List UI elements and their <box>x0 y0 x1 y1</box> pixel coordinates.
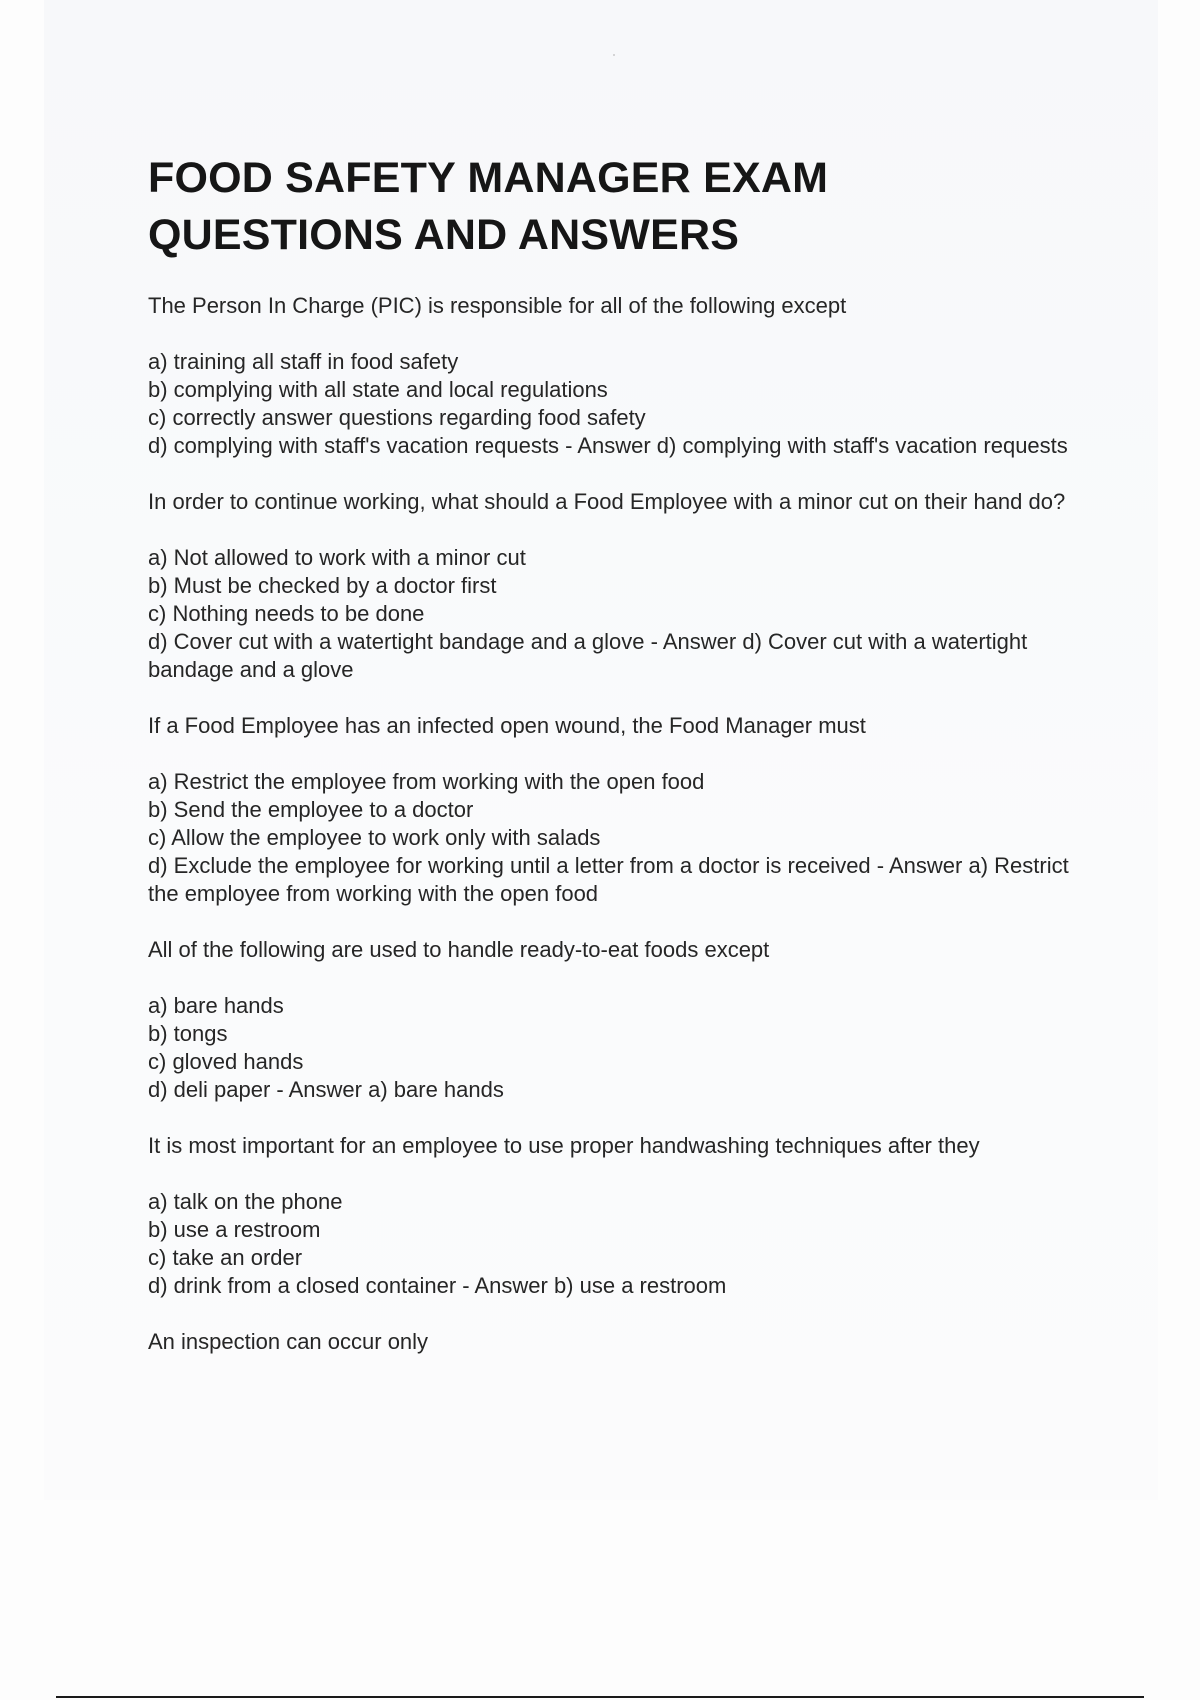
option-a: a) training all staff in food safety <box>148 349 459 374</box>
question-block-3 <box>148 712 1078 908</box>
option-c: c) take an order <box>148 1245 303 1270</box>
option-a: a) Not allowed to work with a minor cut <box>148 545 526 570</box>
option-a: a) Restrict the employee from working with the open food <box>148 769 705 794</box>
answer-options <box>148 544 1078 684</box>
option-b: b) use a restroom <box>148 1217 321 1242</box>
document-title <box>148 150 1078 264</box>
question-text: In order to continue working, what should a Food Employee with a minor cut on their hand do? <box>148 489 1066 514</box>
question-block-4 <box>148 936 1078 1104</box>
answer-options <box>148 768 1078 908</box>
question-block-2 <box>148 488 1078 684</box>
option-a: a) talk on the phone <box>148 1189 343 1214</box>
option-c: c) Nothing needs to be done <box>148 601 425 626</box>
question-block-6 <box>148 1328 1078 1356</box>
answer-options <box>148 348 1078 460</box>
option-b: b) complying with all state and local regulations <box>148 377 608 402</box>
question-text: It is most important for an employee to use proper handwashing techniques after they <box>148 1133 980 1158</box>
question-text: An inspection can occur only <box>148 1329 429 1354</box>
option-c: c) Allow the employee to work only with salads <box>148 825 601 850</box>
title-line-1: FOOD SAFETY MANAGER EXAM <box>148 154 829 202</box>
answer-options <box>148 992 1078 1104</box>
scan-speck <box>613 54 615 56</box>
answer-options <box>148 1188 1078 1300</box>
question-block-1 <box>148 292 1078 460</box>
option-d-with-answer: d) Cover cut with a watertight bandage and a glove - Answer d) Cover cut with a watertight bandage and a glove <box>148 629 1028 682</box>
question-text: If a Food Employee has an infected open wound, the Food Manager must <box>148 713 866 738</box>
title-line-2: QUESTIONS AND ANSWERS <box>148 211 740 259</box>
question-text: The Person In Charge (PIC) is responsible for all of the following except <box>148 293 847 318</box>
option-a: a) bare hands <box>148 993 284 1018</box>
option-c: c) gloved hands <box>148 1049 304 1074</box>
question-block-5 <box>148 1132 1078 1300</box>
option-d-with-answer: d) drink from a closed container - Answer b) use a restroom <box>148 1273 727 1298</box>
option-d-with-answer: d) deli paper - Answer a) bare hands <box>148 1077 504 1102</box>
document-body <box>148 150 1078 1356</box>
option-b: b) tongs <box>148 1021 228 1046</box>
question-text: All of the following are used to handle ready-to-eat foods except <box>148 937 770 962</box>
option-b: b) Must be checked by a doctor first <box>148 573 497 598</box>
page-bottom-rule <box>56 1696 1144 1698</box>
option-b: b) Send the employee to a doctor <box>148 797 474 822</box>
option-d-with-answer: d) complying with staff's vacation requests - Answer d) complying with staff's vacation requests <box>148 433 1068 458</box>
option-d-with-answer: d) Exclude the employee for working until a letter from a doctor is received - Answer a) Restrict the employee from working with the open food <box>148 853 1069 906</box>
option-c: c) correctly answer questions regarding food safety <box>148 405 646 430</box>
